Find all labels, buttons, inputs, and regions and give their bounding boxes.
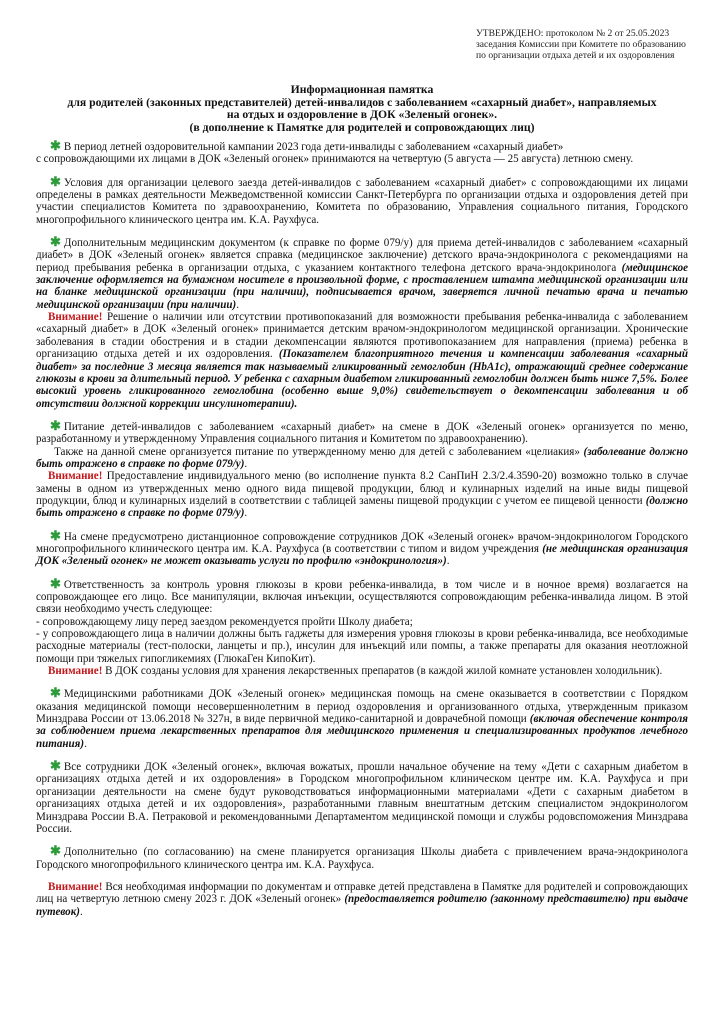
paragraph-5 (36, 527, 689, 568)
green-asterisk-icon: ✱ (50, 417, 61, 433)
p10-text-2: (предоставляется родителю (законному представителю) при выдаче путевок) (36, 893, 689, 918)
p1-text-1: В период летней оздоровительной кампании 2023 года дети-инвалиды с заболеванием «сахарный диабет» (63, 141, 564, 153)
paragraph-10 (36, 881, 688, 918)
green-asterisk-icon: ✱ (50, 234, 61, 250)
title-line-1: Информационная памятка (290, 83, 434, 96)
p5-text-2: (не медицинская организация ДОК «Зеленый огонек» не может оказывать услуги по профилю «эндокринология») (36, 542, 689, 568)
document-body (36, 140, 688, 928)
warning-label: Внимание! (48, 880, 103, 893)
green-asterisk-icon: ✱ (50, 138, 61, 153)
p2-text-1: Условия для организации целевого заезда детей-инвалидов с заболеванием «сахарный диабет» с сопровождающими их лицами определены в рамках деятельности Межведомственной комиссии Санкт-Петербурга по организации отдыха и оздоровления детей при участии специалистов Комитета по здравоохранению, Комитета по образованию, Управления социального питания, Городского многопрофильного клинического центра им. К.А. Раухфуса. (36, 176, 688, 226)
p1-text-2: с сопровождающими их лицами в ДОК «Зеленый огонек» принимаются на четвертую (5 августа — 25 августа) летнюю смену. (36, 153, 634, 166)
paragraph-3 (36, 236, 688, 410)
green-asterisk-icon: ✱ (50, 173, 61, 189)
p6-text-4: В ДОК созданы условия для хранения лекарственных препаратов (в каждой жилой комнате установлен холодильник). (105, 665, 663, 678)
approval-stamp (476, 28, 706, 61)
p6-text-2: - сопровождающему лицу перед заездом рекомендуется пройти Школу диабета; (36, 615, 413, 628)
p4-text-3: (заболевание должно быть отражено в справке по форме 079/у) (36, 445, 688, 470)
green-asterisk-icon: ✱ (50, 575, 61, 591)
paragraph-7 (36, 687, 688, 750)
green-asterisk-icon: ✱ (50, 843, 61, 859)
paragraph-4 (36, 417, 688, 520)
approval-line-3: по организации отдыха детей и их оздоровления (476, 50, 675, 61)
p3-text-5: (Показателем благоприятного течения и компенсации заболевания «сахарный диабет» за последние 3 месяца является так называемый гликированный гемоглобин (HbA1c), отражающий среднее содержание глюкозы в крови за длительный период. У ребенка с сахарным диабетом гликированный гемоглобин должен быть ниже 7,5%. Более высокий уровень гликированного гемоглобина (особенно выше 9,0%) свидетельствует о декомпенсации заболевания и об отсутствии должной коррекции инсулинотерапии). (36, 348, 688, 410)
p9-text-1: Дополнительно (по согласованию) на смене планируется организация Школы диабета с привлечением врача-эндокринолога Городского многопрофильного клинического центра им. К.А. Раухфуса. (36, 846, 688, 871)
paragraph-8 (36, 760, 688, 835)
p7-text-2: (включая обеспечение контроля за соблюдением приема лекарственных препаратов для медицинского применения и специализированных продуктов лечебного питания) (36, 713, 688, 750)
document-title (36, 84, 688, 134)
p6-text-1: Ответственность за контроль уровня глюкозы в крови ребенка-инвалида, в том числе и в ночное время) возлагается на сопровождающее его лицо. Все манипуляции, включая инъекции, осуществляются сопровождающим ребенка-инвалида лицом. В этой связи необходимо учесть следующее: (36, 578, 688, 616)
warning-label: Внимание! (48, 470, 103, 483)
approval-line-2: заседания Комиссии при Комитете по образованию (476, 39, 686, 50)
p3-text-1: Дополнительным медицинским документом (к справке по форме 079/у) для приема детей-инвалидов с заболеванием «сахарный диабет» в ДОК «Зеленый огонек» является справка (медицинское заключение) детского врача-эндокринолога с рекомендациями на период пребывания ребенка в организации отдыха, с указанием контактного телефона детского врача-эндокринолога (36, 237, 688, 274)
approval-line-1: УТВЕРЖДЕНО: протоколом № 2 от 25.05.2023 (476, 28, 670, 39)
p10-text-3: . (80, 905, 83, 918)
paragraph-9 (36, 845, 688, 871)
green-asterisk-icon: ✱ (50, 758, 61, 774)
p10-text-1: Вся необходимая информации по документам и отправке детей представлена в Памятке для родителей и сопровождающих лиц на четвертую летнюю смену 2023 г. ДОК «Зеленый огонек» (36, 880, 688, 906)
paragraph-6 (36, 575, 688, 678)
green-asterisk-icon: ✱ (50, 527, 61, 543)
p3-text-3: . (236, 298, 239, 311)
p8-text-1: Все сотрудники ДОК «Зеленый огонек», включая вожатых, прошли начальное обучение на тему «Дети с сахарным диабетом в организациях отдыха детей и их оздоровления» в Городском многопрофильном клиническом центре им. К.А. Раухфуса и при организации деятельности на смене будут руководствоваться информационными материалами «Дети с сахарным диабетом в организациях отдыха детей и их оздоровления», разработанными главным внештатным детским специалистом эндокринологом Минздрава России В.А. Петраковой и рекомендованными Департаментом медицинской помощи и службы родовспоможения Минздрава России. (36, 761, 688, 835)
title-line-2: для родителей (законных представителей) детей-инвалидов с заболеванием «сахарный диабет», направляемых (67, 95, 657, 109)
title-line-3: на отдых и оздоровление в ДОК «Зеленый огонек». (226, 108, 498, 122)
p3-text-2: (медицинское заключение оформляется на бумажном носителе в произвольной форме, с проставлением штампа медицинской организации или на бланке медицинской организации (при наличии), подписывается врачом, заверяется личной печатью врача и печатью медицинской организации (при наличии) (36, 261, 688, 311)
p5-text-3: . (446, 555, 450, 568)
warning-label: Внимание! (48, 311, 103, 324)
p7-text-3: . (84, 737, 87, 750)
title-line-4: (в дополнение к Памятке для родителей и сопровождающих лиц) (189, 120, 535, 134)
p6-text-3: - у сопровождающего лица в наличии должны быть гаджеты для измерения уровня глюкозы в крови ребенка-инвалида, все необходимые расходные материалы (тест-полоски, ланцеты и пр.), инсулин для инъекций или помпы, а также препараты для оказания неотложной помощи при тяжелых гипогликемиях (ГлюкаГен КипоКит). (36, 628, 688, 665)
paragraph-2 (36, 173, 688, 226)
p4-text-5: Предоставление индивидуального меню (во исполнение пункта 8.2 СанПиН 2.3/2.4.3590-20) возможно только в случае замены в одном из утвержденных меню одного вида пищевой продукции, блюд и кулинарных изделий на иные виды пищевой продукции, блюд и кулинарных изделий в соответствии с таблицей замены пищевой продукции с учетом ее пищевой ценности (36, 470, 688, 507)
p4-text-4: . (244, 457, 248, 470)
p4-text-6: (должно быть отражено в справке по форме 079/у) (36, 494, 688, 520)
paragraph-1 (36, 140, 688, 166)
p5-text-1: На смене предусмотрено дистанционное сопровождение сотрудников ДОК «Зеленый огонек» врачом-эндокринологом Городского многопрофильного клинического центра им. К.А. Раухфуса (в соответствии с типом и видом учреждения (36, 530, 688, 555)
p4-text-1: Питание детей-инвалидов с заболеванием «сахарный диабет» на смене в ДОК «Зеленый огонек» организуется по меню, разработанному и утвержденному Управления социального питания и Комитетом по здравоохранению). (36, 420, 688, 446)
p4-text-2: Также на данной смене организуется питание по утвержденному меню для детей с заболеванием «целиакия» (54, 445, 584, 458)
warning-label: Внимание! (48, 665, 103, 678)
p3-text-4: Решение о наличии или отсутствии противопоказаний для возможности пребывания ребенка-инвалида с заболеванием «сахарный диабет» в ДОК «Зеленый огонек» принимается детским врачом-эндокринологом медицинской организации. Хронические заболевания в стадии обострения и в стадии декомпенсации являются противопоказанием для направления (приема) ребенка в организацию отдыха детей и их оздоровления. (36, 311, 688, 361)
p7-text-1: Медицинскими работниками ДОК «Зеленый огонек» медицинская помощь на смене оказывается в соответствии с Порядком оказания медицинской помощи несовершеннолетним в период оздоровления и организованного отдыха, утвержденным приказом Минздрава России от 13.06.2018 № 327н, в виде первичной медико-санитарной и доврачебной помощи (36, 688, 688, 726)
green-asterisk-icon: ✱ (50, 685, 61, 701)
p4-text-7: . (244, 507, 248, 520)
